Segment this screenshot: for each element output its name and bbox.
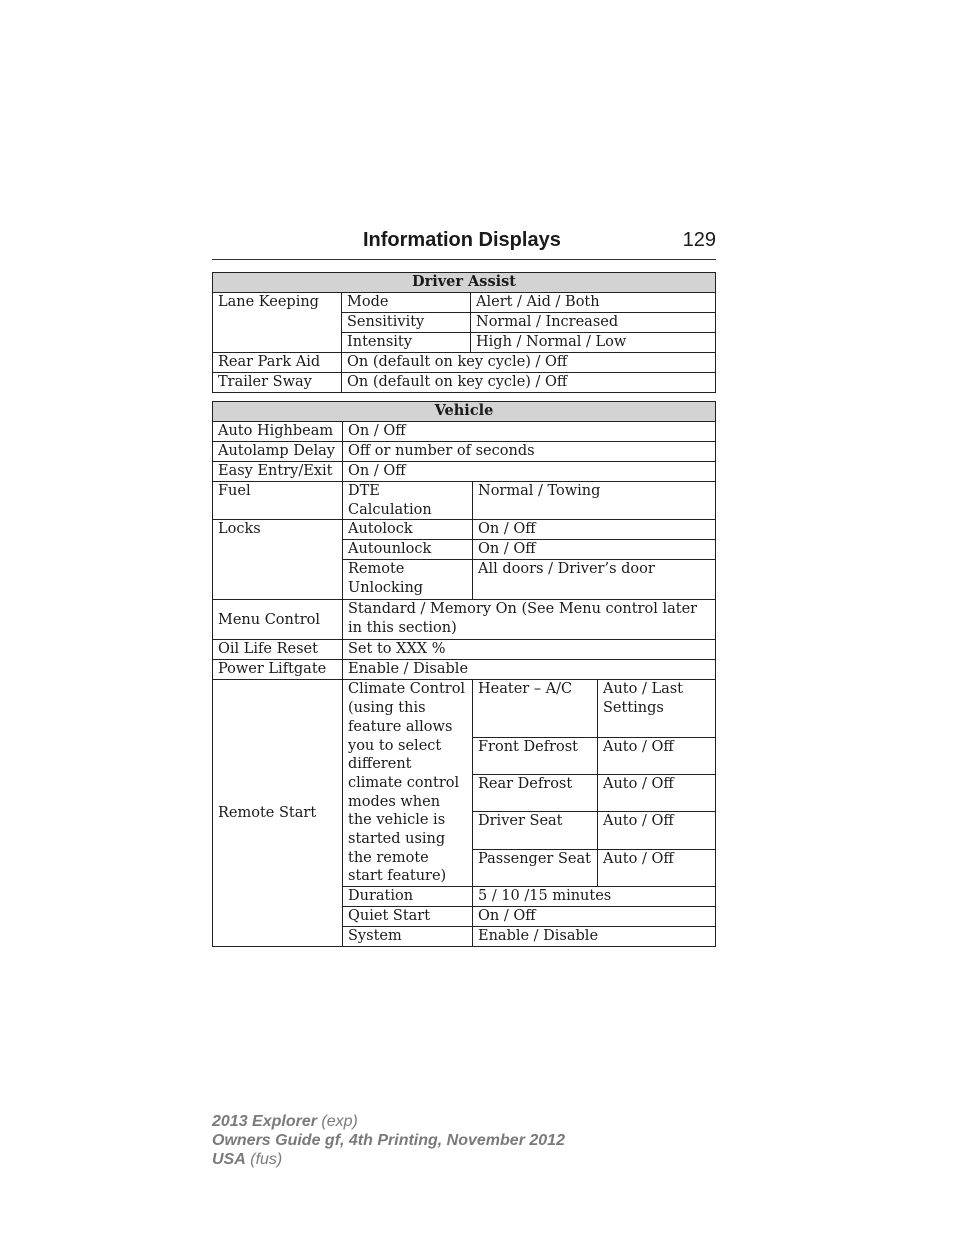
sensitivity-label: Sensitivity	[342, 313, 471, 333]
rear-park-aid-value: On (default on key cycle) / Off	[342, 353, 716, 373]
footer-model-code: (exp)	[321, 1113, 358, 1130]
auto-highbeam-value: On / Off	[343, 422, 716, 442]
intensity-label: Intensity	[342, 333, 471, 353]
footer-line-2	[212, 1131, 565, 1150]
quiet-start-label: Quiet Start	[343, 907, 473, 927]
page-footer	[212, 1112, 565, 1169]
footer-region: USA	[212, 1151, 246, 1168]
heater-label: Heater – A/C	[473, 680, 598, 737]
page-header	[212, 229, 716, 260]
quiet-start-value: On / Off	[473, 907, 716, 927]
dte-label: DTE Calculation	[343, 482, 473, 520]
autounlock-value: On / Off	[473, 540, 716, 560]
dte-value: Normal / Towing	[473, 482, 716, 520]
rear-defrost-label: Rear Defrost	[473, 774, 598, 811]
intensity-value: High / Normal / Low	[471, 333, 716, 353]
table-title: Vehicle	[213, 402, 716, 422]
footer-region-code: (fus)	[250, 1151, 283, 1168]
menu-control-label: Menu Control	[213, 600, 343, 640]
page-number: 129	[682, 229, 716, 251]
duration-value: 5 / 10 /15 minutes	[473, 887, 716, 907]
autolock-value: On / Off	[473, 520, 716, 540]
system-label: System	[343, 927, 473, 947]
driver-seat-value: Auto / Off	[598, 812, 716, 849]
remote-unlocking-value: All doors / Driver’s door	[473, 560, 716, 600]
passenger-seat-label: Passenger Seat	[473, 849, 598, 886]
duration-label: Duration	[343, 887, 473, 907]
autounlock-label: Autounlock	[343, 540, 473, 560]
passenger-seat-value: Auto / Off	[598, 849, 716, 886]
climate-control-label: Climate Control (using this feature allows you to select different climate control modes when the vehicle is started using the remote start feature)	[343, 680, 473, 887]
autolamp-delay-value: Off or number of seconds	[343, 442, 716, 462]
footer-model: 2013 Explorer	[212, 1113, 317, 1130]
easy-entry-value: On / Off	[343, 462, 716, 482]
trailer-sway-label: Trailer Sway	[213, 373, 342, 393]
oil-life-label: Oil Life Reset	[213, 640, 343, 660]
rear-defrost-value: Auto / Off	[598, 774, 716, 811]
fuel-label: Fuel	[213, 482, 343, 520]
driver-seat-label: Driver Seat	[473, 812, 598, 849]
vehicle-table	[212, 401, 716, 947]
easy-entry-label: Easy Entry/Exit	[213, 462, 343, 482]
power-liftgate-value: Enable / Disable	[343, 660, 716, 680]
trailer-sway-value: On (default on key cycle) / Off	[342, 373, 716, 393]
autolock-label: Autolock	[343, 520, 473, 540]
mode-value: Alert / Aid / Both	[471, 293, 716, 313]
rear-park-aid-label: Rear Park Aid	[213, 353, 342, 373]
lane-keeping-label: Lane Keeping	[213, 293, 342, 353]
system-value: Enable / Disable	[473, 927, 716, 947]
heater-value: Auto / Last Settings	[598, 680, 716, 737]
driver-assist-table	[212, 272, 716, 393]
footer-guide: Owners Guide gf, 4th Printing, November 2012	[212, 1132, 565, 1149]
remote-unlocking-label: Remote Unlocking	[343, 560, 473, 600]
locks-label: Locks	[213, 520, 343, 600]
remote-start-label: Remote Start	[213, 680, 343, 947]
front-defrost-label: Front Defrost	[473, 737, 598, 774]
sensitivity-value: Normal / Increased	[471, 313, 716, 333]
table-title: Driver Assist	[213, 273, 716, 293]
section-title: Information Displays	[363, 229, 561, 251]
auto-highbeam-label: Auto Highbeam	[213, 422, 343, 442]
menu-control-value: Standard / Memory On (See Menu control later in this section)	[343, 600, 716, 640]
power-liftgate-label: Power Liftgate	[213, 660, 343, 680]
oil-life-value: Set to XXX %	[343, 640, 716, 660]
mode-label: Mode	[342, 293, 471, 313]
autolamp-delay-label: Autolamp Delay	[213, 442, 343, 462]
footer-line-3	[212, 1150, 565, 1169]
footer-line-1	[212, 1112, 565, 1131]
front-defrost-value: Auto / Off	[598, 737, 716, 774]
